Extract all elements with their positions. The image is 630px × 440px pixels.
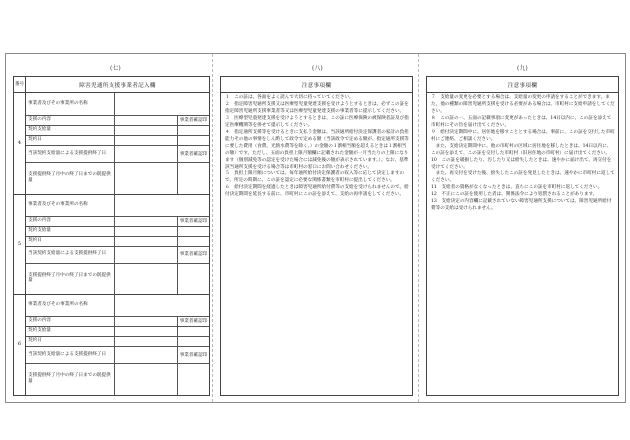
provider-confirmation-stamp: 事業者確認印 bbox=[177, 346, 209, 363]
form-row-end-amount bbox=[26, 145, 209, 163]
page-number: (八) bbox=[312, 65, 323, 72]
field-value bbox=[114, 363, 177, 395]
number-header: 番号 bbox=[14, 77, 26, 92]
note-paragraph: 11 支給者の資格がなくなったときは、直ちにこの証を市町村に返してください。 bbox=[431, 185, 603, 191]
field-value bbox=[114, 263, 177, 295]
note-paragraph: ９ 給付決定期間中に、居住地を移すこととする場合は、事前に、この証を交付した市町村にご連絡、ご相談ください。 bbox=[431, 129, 615, 142]
form-row-month-end bbox=[26, 162, 209, 194]
note-paragraph: 12 不正にこの証を使用した者は、関係法令により処罰されることがあります。 bbox=[431, 192, 598, 198]
note-paragraph: また、再交付を受けた後、紛失したこの証を発見したときは、速やかに市町村に返してください。 bbox=[431, 171, 615, 184]
stamp-area bbox=[177, 363, 209, 395]
form-row-business bbox=[26, 194, 209, 217]
field-label: 事業者及びその事業所の名称 bbox=[28, 101, 88, 107]
field-label: 支援の内容 bbox=[28, 117, 51, 123]
stamp-area bbox=[177, 326, 209, 336]
notes-body bbox=[224, 95, 409, 199]
notes-title: 注意事項欄 bbox=[221, 77, 412, 93]
note-paragraph: ２ 指定障害児通所支援又は医療型児童発達支援を受けようとするときは、必ずこの証を指定障害児通所支援事業者等又は医療型児童発達支援の事業者等に提示してください。 bbox=[225, 101, 409, 114]
provider-confirmation-stamp: 事業者確認印 bbox=[177, 145, 209, 162]
form-row-month-end bbox=[26, 263, 209, 295]
provider-form-table bbox=[13, 76, 210, 396]
form-row-business bbox=[26, 294, 209, 317]
provider-confirmation-stamp: 事業者確認印 bbox=[177, 316, 209, 326]
field-value bbox=[114, 246, 177, 263]
form-row-month-end bbox=[26, 363, 209, 395]
note-paragraph: １ この証は、各面をよく読んで大切に持っていてください。 bbox=[225, 95, 354, 100]
note-paragraph: 10 この証を破損したり、汚したり又は紛失したときは、速やかに届け出て、再交付を受けてください。 bbox=[431, 157, 612, 170]
field-label: 当該契約支給量による支援提供終了日 bbox=[28, 150, 107, 156]
field-value bbox=[114, 326, 177, 336]
field-label: 支援提供終了月中の終了日までの既提供量 bbox=[28, 172, 111, 183]
field-value bbox=[114, 93, 209, 115]
field-value bbox=[114, 162, 177, 194]
notes-panel-1 bbox=[220, 76, 413, 396]
field-label: 契約日 bbox=[28, 137, 42, 143]
provider-confirmation-stamp: 事業者確認印 bbox=[177, 216, 209, 226]
field-label: 契約日 bbox=[28, 338, 42, 344]
note-paragraph: ７ 支給量の変更を必要とする場合は、支給量の変更の申請をすることができます。また、他の種類の障害児通所支援を受ける必要がある場合は、市町村に支給申請をしてください。 bbox=[431, 95, 615, 114]
note-paragraph: 13 支給決定の内容欄に記載されていない障害児通所支援については、障害児通所給付費等の支給は受けられません。 bbox=[431, 199, 612, 212]
field-label: 当該契約支給量による支援提供終了日 bbox=[28, 351, 107, 357]
field-label: 支援提供終了月中の終了日までの既提供量 bbox=[28, 272, 111, 284]
provider-confirmation-stamp: 事業者確認印 bbox=[177, 115, 209, 125]
page-number: (九) bbox=[517, 65, 528, 72]
note-paragraph: ６ 給付決定期間を経過したときは障害児通所給付費等の支給を受けられませんので、給付決定期間を延長する前に、市町村にこの証を添えて、支給の再申請をしてください。 bbox=[225, 185, 409, 198]
stamp-area bbox=[177, 336, 209, 346]
stamp-area bbox=[177, 162, 209, 194]
provider-confirmation-stamp: 事業者確認印 bbox=[177, 246, 209, 263]
field-value bbox=[114, 226, 177, 236]
fold-line bbox=[418, 54, 419, 402]
form-block bbox=[14, 93, 209, 195]
form-row-end-amount bbox=[26, 246, 209, 264]
block-number: 5 bbox=[14, 194, 26, 295]
field-value bbox=[114, 346, 177, 363]
note-paragraph: ４ 指定通所支援等を受けるときに支払う金額は、当該通所給付決定保護者の家計の負担能力その他の事情をしん酌して政令で定める額（当該政令で定める額が、指定通所支援等に要した費用（食費、光熱水費等を除く。）の金額の１割相当額を超えるときは１割相当の額）です。ただし、五面の負担上限月額欄に記載された金額が一月当たりの上限になります（個別減免等の認定を受けた場合には減免後の額が表示されています。）。なお、基準該当通所支援を受ける場合等は市町村の窓口にお問い合わせください。 bbox=[225, 129, 409, 170]
field-label: 支援の内容 bbox=[28, 318, 51, 324]
form-row-end-amount bbox=[26, 346, 209, 364]
field-value bbox=[114, 216, 177, 226]
field-label: 契約支給量 bbox=[28, 127, 51, 133]
form-block bbox=[14, 294, 209, 395]
field-label: 支援提供終了月中の終了日までの既提供量 bbox=[28, 373, 111, 384]
booklet-sheet bbox=[5, 53, 626, 403]
field-value bbox=[114, 115, 177, 125]
page-number: (七) bbox=[110, 65, 121, 72]
stamp-area bbox=[177, 226, 209, 236]
form-block bbox=[14, 194, 209, 296]
form-row-business bbox=[26, 93, 209, 116]
field-value bbox=[114, 316, 177, 326]
block-number: 4 bbox=[14, 93, 26, 194]
field-label: 契約日 bbox=[28, 237, 42, 243]
field-label: 契約支給量 bbox=[28, 227, 51, 233]
field-value bbox=[114, 194, 209, 216]
notes-panel-2 bbox=[426, 76, 619, 396]
note-paragraph: ５ 負担上限月額については、毎年通所給付決定保護者の収入等に応じて決定しますので、所定の時期に、この証を認定に必要な関係書類を市町村に提出してください。 bbox=[225, 171, 405, 184]
block-number: 6 bbox=[14, 294, 26, 395]
notes-title: 注意事項欄 bbox=[427, 77, 618, 93]
field-value bbox=[114, 125, 177, 135]
field-value bbox=[114, 336, 177, 346]
field-label: 支援の内容 bbox=[28, 217, 51, 223]
stamp-area bbox=[177, 236, 209, 246]
stamp-area bbox=[177, 135, 209, 145]
field-value bbox=[114, 135, 177, 145]
stamp-area bbox=[177, 125, 209, 135]
field-label: 事業者及びその事業所の名称 bbox=[28, 302, 88, 308]
field-label: 事業者及びその事業所の名称 bbox=[28, 201, 88, 207]
stamp-area bbox=[177, 263, 209, 295]
form-header bbox=[14, 77, 209, 93]
field-value bbox=[114, 294, 209, 316]
field-label: 契約支給量 bbox=[28, 328, 51, 334]
note-paragraph: ３ 医療型児童発達支援を受けようとするときは、この証に医療保険の被保険者証及び指定医療機関等を併せて提示してください。 bbox=[225, 115, 409, 128]
field-value bbox=[114, 145, 177, 162]
form-title: 障害児通所支援事業者記入欄 bbox=[79, 82, 156, 89]
field-label: 当該契約支給量による支援提供終了日 bbox=[28, 251, 107, 257]
note-paragraph: また、支給決定期間中に、他の市町村の区域に居住地を移したときは、14日以内に、この証を添えて、この証を交付した市町村（旧居住地の市町村）に届け出てください。 bbox=[431, 143, 612, 156]
note-paragraph: ８ この証の一、五面の記載事項に変更があったときは、14日以内に、この証を添えて市町村にその旨を届け出てください。 bbox=[431, 115, 612, 128]
fold-line bbox=[212, 54, 213, 402]
notes-body bbox=[430, 95, 615, 213]
field-value bbox=[114, 236, 177, 246]
